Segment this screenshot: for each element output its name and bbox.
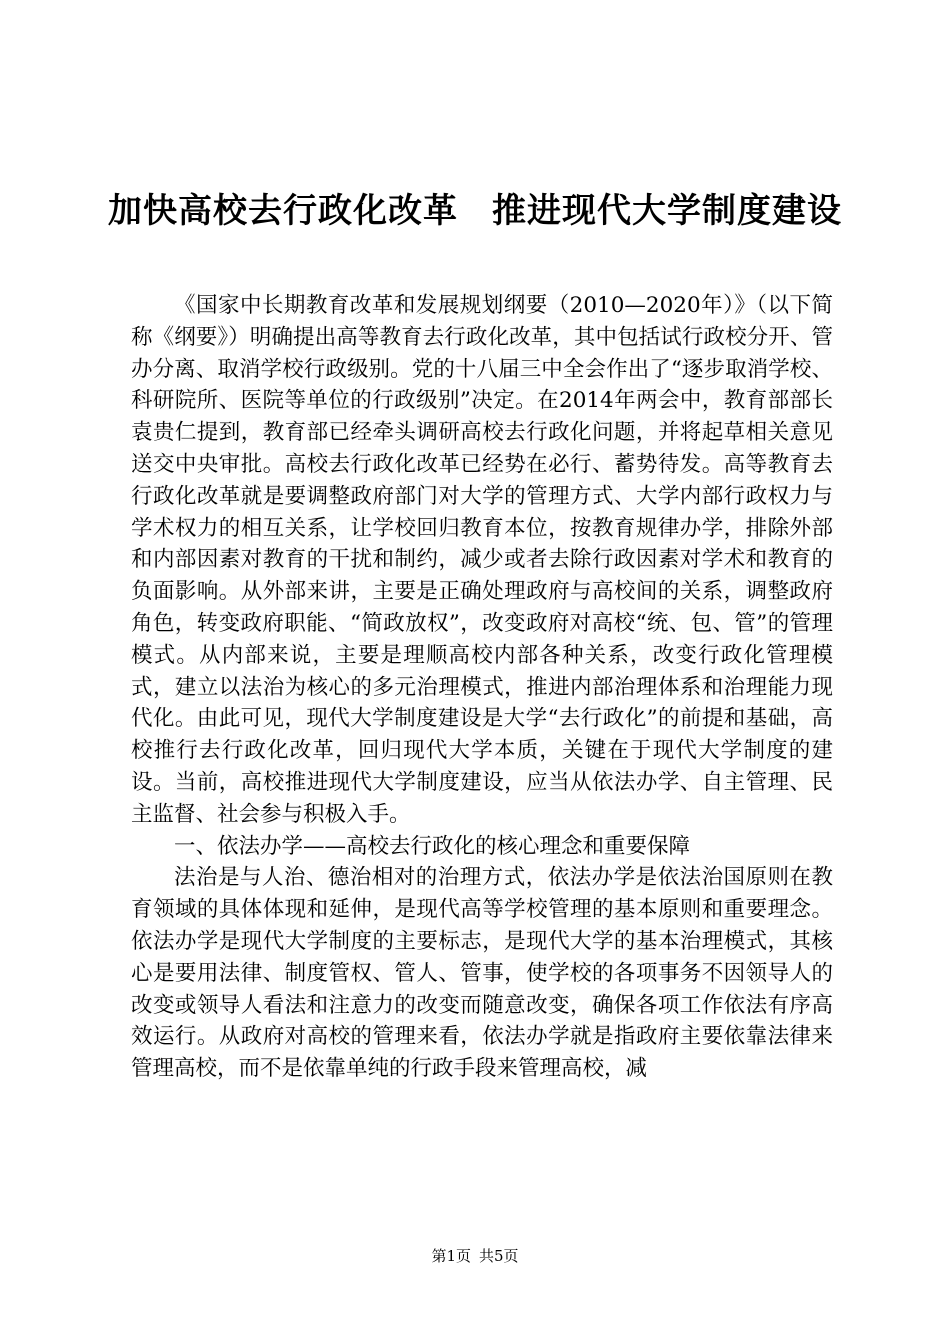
page-total: 共5页 — [479, 1247, 519, 1265]
title-part-2: 推进现代大学制度建设 — [492, 191, 842, 231]
section-heading-1: 一、依法办学——高校去行政化的核心理念和重要保障 — [174, 833, 691, 859]
page-number: 第1页 — [431, 1247, 471, 1265]
title-part-1: 加快高校去行政化改革 — [108, 191, 458, 231]
page-footer — [0, 1246, 950, 1266]
document-title — [100, 182, 850, 240]
paragraph-section-1: 法治是与人治、德治相对的治理方式，依法办学是依法治国原则在教育领域的具体体现和延伸，是现代高等学校管理的基本原则和重要理念。依法办学是现代大学制度的主要标志，是现代大学的基本治理模式，其核心是要用法律、制度管权、管人、管事，使学校的各项事务不因领导人的改变或领导人看法和注意力的改变而随意改变，确保各项工作依法有序高效运行。从政府对高校的管理来看，依法办学就是指政府主要依靠法律来管理高校，而不是依靠单纯的行政手段来管理高校，减 — [131, 865, 833, 1082]
document-body — [131, 290, 833, 1085]
paragraph-intro: 《国家中长期教育改革和发展规划纲要（2010—2020年）》（以下简称《纲要》）明确提出高等教育去行政化改革，其中包括试行政校分开、管办分离、取消学校行政级别。党的十八届三中全会作出了“逐步取消学校、科研院所、医院等单位的行政级别”决定。在2014年两会中，教育部部长袁贵仁提到，教育部已经牵头调研高校去行政化问题，并将起草相关意见送交中央审批。高校去行政化改革已经势在必行、蓄势待发。高等教育去行政化改革就是要调整政府部门对大学的管理方式、大学内部行政权力与学术权力的相互关系，让学校回归教育本位，按教育规律办学，排除外部和内部因素对教育的干扰和制约，减少或者去除行政因素对学术和教育的负面影响。从外部来讲，主要是正确处理政府与高校间的关系，调整政府角色，转变政府职能、“简政放权”，改变政府对高校“统、包、管”的管理模式。从内部来说，主要是理顺高校内部各种关系，改变行政化管理模式，建立以法治为核心的多元治理模式，推进内部治理体系和治理能力现代化。由此可见，现代大学制度建设是大学“去行政化”的前提和基础，高校推行去行政化改革，回归现代大学本质，关键在于现代大学制度的建设。当前，高校推进现代大学制度建设，应当从依法办学、自主管理、民主监督、社会参与积极入手。 — [131, 293, 833, 827]
